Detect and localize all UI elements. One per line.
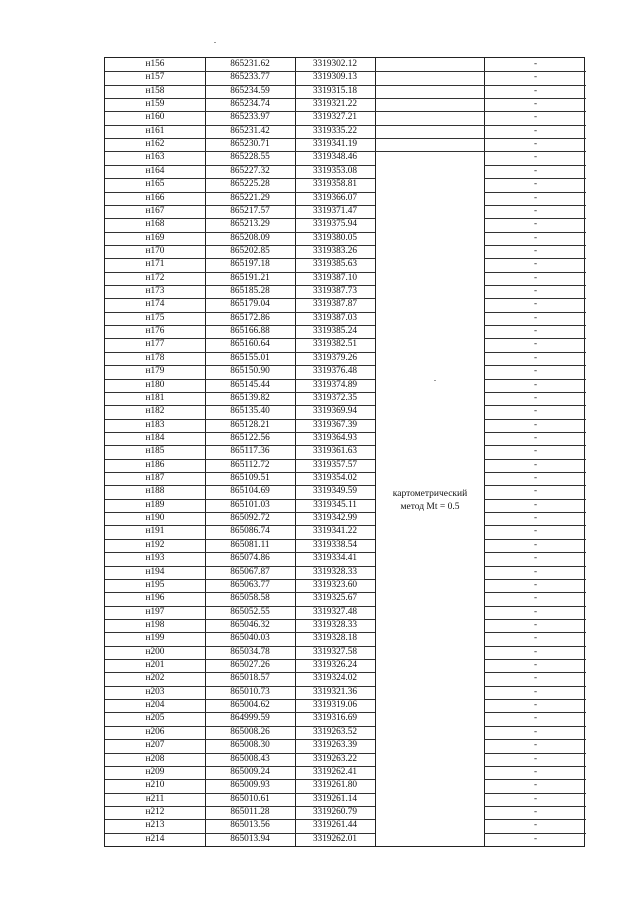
error-cell: - bbox=[533, 633, 538, 644]
x-coordinate-cell: 865234.74 bbox=[230, 99, 270, 110]
x-coordinate-cell: 865139.82 bbox=[230, 392, 270, 403]
error-cell: - bbox=[533, 432, 538, 443]
point-name-cell: н175 bbox=[145, 312, 165, 323]
point-name-cell: н169 bbox=[145, 232, 165, 243]
x-coordinate-cell: 865034.78 bbox=[230, 646, 270, 657]
error-cell: - bbox=[533, 579, 538, 590]
error-cell: - bbox=[533, 673, 538, 684]
error-cell: - bbox=[533, 219, 538, 230]
point-name-cell: н203 bbox=[145, 686, 165, 697]
error-cell: - bbox=[533, 566, 538, 577]
point-name-cell: н195 bbox=[145, 579, 165, 590]
x-coordinate-cell: 865117.36 bbox=[230, 446, 270, 457]
point-name-cell: н184 bbox=[145, 432, 165, 443]
x-coordinate-cell: 865040.03 bbox=[230, 633, 270, 644]
table-row bbox=[105, 699, 584, 712]
table-row bbox=[105, 686, 584, 699]
error-cell: - bbox=[533, 513, 538, 524]
point-name-cell: н200 bbox=[145, 646, 165, 657]
y-coordinate-cell: 3319341.19 bbox=[312, 139, 358, 150]
coordinates-table bbox=[104, 57, 585, 847]
table-row bbox=[105, 232, 584, 245]
error-cell: - bbox=[533, 806, 538, 817]
y-coordinate-cell: 3319349.59 bbox=[312, 486, 358, 497]
error-cell: - bbox=[533, 392, 538, 403]
point-name-cell: н171 bbox=[145, 259, 165, 270]
table-row bbox=[105, 432, 584, 445]
point-name-cell: н161 bbox=[145, 125, 165, 136]
x-coordinate-cell: 865135.40 bbox=[230, 406, 270, 417]
x-coordinate-cell: 865233.97 bbox=[230, 112, 270, 123]
error-cell: - bbox=[533, 339, 538, 350]
y-coordinate-cell: 3319319.06 bbox=[312, 700, 358, 711]
error-cell: - bbox=[533, 259, 538, 270]
y-coordinate-cell: 3319334.41 bbox=[312, 553, 358, 564]
error-cell: - bbox=[533, 780, 538, 791]
point-name-cell: н157 bbox=[145, 72, 165, 83]
y-coordinate-cell: 3319383.26 bbox=[312, 245, 358, 256]
x-coordinate-cell: 865104.69 bbox=[230, 486, 270, 497]
y-coordinate-cell: 3319261.44 bbox=[312, 820, 358, 831]
point-name-cell: н172 bbox=[145, 272, 165, 283]
point-name-cell: н204 bbox=[145, 700, 165, 711]
y-coordinate-cell: 3319385.24 bbox=[312, 326, 358, 337]
table-row bbox=[105, 472, 584, 485]
point-name-cell: н206 bbox=[145, 726, 165, 737]
error-cell: - bbox=[533, 459, 538, 470]
table-row bbox=[105, 726, 584, 739]
x-coordinate-cell: 865185.28 bbox=[230, 286, 270, 297]
table-row bbox=[105, 485, 584, 498]
x-coordinate-cell: 865166.88 bbox=[230, 326, 270, 337]
error-cell: - bbox=[533, 740, 538, 751]
point-name-cell: н179 bbox=[145, 366, 165, 377]
point-name-cell: н193 bbox=[145, 553, 165, 564]
y-coordinate-cell: 3319327.48 bbox=[312, 606, 358, 617]
table-row bbox=[105, 659, 584, 672]
table-row bbox=[105, 405, 584, 418]
table-row bbox=[105, 98, 584, 111]
table-row bbox=[105, 525, 584, 538]
y-coordinate-cell: 3319302.12 bbox=[312, 59, 358, 69]
table-row bbox=[105, 779, 584, 792]
table-row bbox=[105, 512, 584, 525]
table-row bbox=[105, 138, 584, 151]
y-coordinate-cell: 3319335.22 bbox=[312, 125, 358, 136]
point-name-cell: н212 bbox=[145, 806, 165, 817]
table-row bbox=[105, 592, 584, 605]
error-cell: - bbox=[533, 553, 538, 564]
x-coordinate-cell: 865109.51 bbox=[230, 473, 270, 484]
y-coordinate-cell: 3319357.57 bbox=[312, 459, 358, 470]
x-coordinate-cell: 865013.94 bbox=[230, 833, 270, 844]
error-cell: - bbox=[533, 419, 538, 430]
point-name-cell: н211 bbox=[145, 793, 165, 804]
error-cell: - bbox=[533, 700, 538, 711]
error-cell: - bbox=[533, 286, 538, 297]
x-coordinate-cell: 865010.73 bbox=[230, 686, 270, 697]
y-coordinate-cell: 3319260.79 bbox=[312, 806, 358, 817]
error-cell: - bbox=[533, 112, 538, 123]
point-name-cell: н156 bbox=[145, 59, 165, 69]
table-row bbox=[105, 566, 584, 579]
x-coordinate-cell: 865217.57 bbox=[230, 205, 270, 216]
error-cell: - bbox=[533, 125, 538, 136]
error-cell: - bbox=[533, 272, 538, 283]
table-row bbox=[105, 71, 584, 84]
y-coordinate-cell: 3319315.18 bbox=[312, 85, 358, 96]
error-cell: - bbox=[533, 192, 538, 203]
y-coordinate-cell: 3319358.81 bbox=[312, 179, 358, 190]
point-name-cell: н210 bbox=[145, 780, 165, 791]
table-row bbox=[105, 806, 584, 819]
point-name-cell: н177 bbox=[145, 339, 165, 350]
error-cell: - bbox=[533, 793, 538, 804]
table-row bbox=[105, 218, 584, 231]
x-coordinate-cell: 865074.86 bbox=[230, 553, 270, 564]
point-name-cell: н190 bbox=[145, 513, 165, 524]
table-row bbox=[105, 165, 584, 178]
point-name-cell: н199 bbox=[145, 633, 165, 644]
x-coordinate-cell: 865009.24 bbox=[230, 766, 270, 777]
x-coordinate-cell: 865052.55 bbox=[230, 606, 270, 617]
point-name-cell: н173 bbox=[145, 286, 165, 297]
y-coordinate-cell: 3319345.11 bbox=[313, 499, 357, 510]
x-coordinate-cell: 865018.57 bbox=[230, 673, 270, 684]
x-coordinate-cell: 864999.59 bbox=[230, 713, 270, 724]
table-row bbox=[105, 499, 584, 512]
point-name-cell: н189 bbox=[145, 499, 165, 510]
error-cell: - bbox=[533, 232, 538, 243]
y-coordinate-cell: 3319328.33 bbox=[312, 619, 358, 630]
point-name-cell: н164 bbox=[145, 165, 165, 176]
table-row bbox=[105, 379, 584, 392]
error-cell: - bbox=[533, 379, 538, 390]
x-coordinate-cell: 865202.85 bbox=[230, 245, 270, 256]
table-row bbox=[105, 419, 584, 432]
table-row bbox=[105, 205, 584, 218]
x-coordinate-cell: 865155.01 bbox=[230, 352, 270, 363]
x-coordinate-cell: 865233.77 bbox=[230, 72, 270, 83]
table-row bbox=[105, 272, 584, 285]
point-name-cell: н181 bbox=[145, 392, 165, 403]
table-row bbox=[105, 85, 584, 98]
error-cell: - bbox=[533, 205, 538, 216]
table-row bbox=[105, 606, 584, 619]
table-row bbox=[105, 285, 584, 298]
y-coordinate-cell: 3319387.87 bbox=[312, 299, 358, 310]
y-coordinate-cell: 3319353.08 bbox=[312, 165, 358, 176]
error-cell: - bbox=[533, 766, 538, 777]
table-row bbox=[105, 552, 584, 565]
y-coordinate-cell: 3319376.48 bbox=[312, 366, 358, 377]
x-coordinate-cell: 865010.61 bbox=[230, 793, 270, 804]
table-row bbox=[105, 739, 584, 752]
table-row bbox=[105, 672, 584, 685]
table-row bbox=[105, 766, 584, 779]
table-row bbox=[105, 192, 584, 205]
table-row bbox=[105, 312, 584, 325]
table-row bbox=[105, 712, 584, 725]
error-cell: - bbox=[533, 245, 538, 256]
table-row bbox=[105, 392, 584, 405]
method-line-2: метод Mt = 0.5 bbox=[400, 502, 460, 512]
x-coordinate-cell: 865058.58 bbox=[230, 593, 270, 604]
table-row bbox=[105, 445, 584, 458]
y-coordinate-cell: 3319263.22 bbox=[312, 753, 358, 764]
y-coordinate-cell: 3319309.13 bbox=[312, 72, 358, 83]
table-row bbox=[105, 258, 584, 271]
x-coordinate-cell: 865172.86 bbox=[230, 312, 270, 323]
x-coordinate-cell: 865234.59 bbox=[230, 85, 270, 96]
x-coordinate-cell: 865008.30 bbox=[230, 740, 270, 751]
y-coordinate-cell: 3319328.18 bbox=[312, 633, 358, 644]
error-cell: - bbox=[533, 59, 538, 69]
x-coordinate-cell: 865086.74 bbox=[230, 526, 270, 537]
point-name-cell: н209 bbox=[145, 766, 165, 777]
table-row bbox=[105, 459, 584, 472]
y-coordinate-cell: 3319262.41 bbox=[312, 766, 358, 777]
point-name-cell: н167 bbox=[145, 205, 165, 216]
x-coordinate-cell: 865208.09 bbox=[230, 232, 270, 243]
y-coordinate-cell: 3319324.02 bbox=[312, 673, 358, 684]
x-coordinate-cell: 865191.21 bbox=[230, 272, 270, 283]
point-name-cell: н208 bbox=[145, 753, 165, 764]
y-coordinate-cell: 3319382.51 bbox=[312, 339, 358, 350]
point-name-cell: н213 bbox=[145, 820, 165, 831]
x-coordinate-cell: 865008.43 bbox=[230, 753, 270, 764]
point-name-cell: н197 bbox=[145, 606, 165, 617]
error-cell: - bbox=[533, 165, 538, 176]
table-row bbox=[105, 178, 584, 191]
point-name-cell: н183 bbox=[145, 419, 165, 430]
y-coordinate-cell: 3319338.54 bbox=[312, 539, 358, 550]
error-cell: - bbox=[533, 820, 538, 831]
y-coordinate-cell: 3319327.21 bbox=[312, 112, 358, 123]
table-row bbox=[105, 245, 584, 258]
point-name-cell: н174 bbox=[145, 299, 165, 310]
table-row bbox=[105, 125, 584, 138]
x-coordinate-cell: 865027.26 bbox=[230, 660, 270, 671]
table-row bbox=[105, 619, 584, 632]
table-row bbox=[105, 338, 584, 351]
error-cell: - bbox=[533, 139, 538, 150]
table-row bbox=[105, 325, 584, 338]
y-coordinate-cell: 3319262.01 bbox=[312, 833, 358, 844]
y-coordinate-cell: 3319372.35 bbox=[312, 392, 358, 403]
error-cell: - bbox=[533, 606, 538, 617]
error-cell: - bbox=[533, 486, 538, 497]
table-row bbox=[105, 298, 584, 311]
y-coordinate-cell: 3319387.10 bbox=[312, 272, 358, 283]
point-name-cell: н191 bbox=[145, 526, 165, 537]
error-cell: - bbox=[533, 299, 538, 310]
error-cell: - bbox=[533, 499, 538, 510]
y-coordinate-cell: 3319263.52 bbox=[312, 726, 358, 737]
x-coordinate-cell: 865009.93 bbox=[230, 780, 270, 791]
y-coordinate-cell: 3319367.39 bbox=[312, 419, 358, 430]
x-coordinate-cell: 865225.28 bbox=[230, 179, 270, 190]
table-row bbox=[105, 793, 584, 806]
y-coordinate-cell: 3319354.02 bbox=[312, 473, 358, 484]
point-name-cell: н194 bbox=[145, 566, 165, 577]
error-cell: - bbox=[533, 539, 538, 550]
y-coordinate-cell: 3319374.89 bbox=[312, 379, 358, 390]
point-name-cell: н202 bbox=[145, 673, 165, 684]
error-cell: - bbox=[533, 660, 538, 671]
y-coordinate-cell: 3319375.94 bbox=[312, 219, 358, 230]
x-coordinate-cell: 865092.72 bbox=[230, 513, 270, 524]
point-name-cell: н192 bbox=[145, 539, 165, 550]
table-row bbox=[105, 833, 584, 846]
y-coordinate-cell: 3319321.36 bbox=[312, 686, 358, 697]
table-row bbox=[105, 819, 584, 832]
point-name-cell: н198 bbox=[145, 619, 165, 630]
error-cell: - bbox=[533, 593, 538, 604]
x-coordinate-cell: 865013.56 bbox=[230, 820, 270, 831]
y-coordinate-cell: 3319387.03 bbox=[312, 312, 358, 323]
point-name-cell: н170 bbox=[145, 245, 165, 256]
point-name-cell: н186 bbox=[145, 459, 165, 470]
y-coordinate-cell: 3319316.69 bbox=[312, 713, 358, 724]
table-row bbox=[105, 111, 584, 124]
y-coordinate-cell: 3319369.94 bbox=[312, 406, 358, 417]
point-name-cell: н185 bbox=[145, 446, 165, 457]
x-coordinate-cell: 865197.18 bbox=[230, 259, 270, 270]
y-coordinate-cell: 3319323.60 bbox=[312, 579, 358, 590]
table-row bbox=[105, 579, 584, 592]
point-name-cell: н168 bbox=[145, 219, 165, 230]
error-cell: - bbox=[533, 85, 538, 96]
error-cell: - bbox=[533, 326, 538, 337]
y-coordinate-cell: 3319341.22 bbox=[312, 526, 358, 537]
y-coordinate-cell: 3319387.73 bbox=[312, 286, 358, 297]
point-name-cell: н214 bbox=[145, 833, 165, 844]
y-coordinate-cell: 3319364.93 bbox=[312, 432, 358, 443]
x-coordinate-cell: 865128.21 bbox=[230, 419, 270, 430]
y-coordinate-cell: 3319348.46 bbox=[312, 152, 358, 163]
error-cell: - bbox=[533, 99, 538, 110]
point-name-cell: н207 bbox=[145, 740, 165, 751]
y-coordinate-cell: 3319326.24 bbox=[312, 660, 358, 671]
error-cell: - bbox=[533, 473, 538, 484]
y-coordinate-cell: 3319385.63 bbox=[312, 259, 358, 270]
x-coordinate-cell: 865228.55 bbox=[230, 152, 270, 163]
table-row bbox=[105, 753, 584, 766]
point-name-cell: н163 bbox=[145, 152, 165, 163]
y-coordinate-cell: 3319379.26 bbox=[312, 352, 358, 363]
y-coordinate-cell: 3319380.05 bbox=[312, 232, 358, 243]
error-cell: - bbox=[533, 446, 538, 457]
y-coordinate-cell: 3319342.99 bbox=[312, 513, 358, 524]
table-row bbox=[105, 352, 584, 365]
x-coordinate-cell: 865231.62 bbox=[230, 59, 270, 69]
point-name-cell: н182 bbox=[145, 406, 165, 417]
error-cell: - bbox=[533, 726, 538, 737]
point-name-cell: н159 bbox=[145, 99, 165, 110]
error-cell: - bbox=[533, 526, 538, 537]
point-name-cell: н196 bbox=[145, 593, 165, 604]
x-coordinate-cell: 865213.29 bbox=[230, 219, 270, 230]
error-cell: - bbox=[533, 686, 538, 697]
x-coordinate-cell: 865221.29 bbox=[230, 192, 270, 203]
point-name-cell: н187 bbox=[145, 473, 165, 484]
error-cell: - bbox=[533, 152, 538, 163]
point-name-cell: н165 bbox=[145, 179, 165, 190]
x-coordinate-cell: 865230.71 bbox=[230, 139, 270, 150]
point-name-cell: н160 bbox=[145, 112, 165, 123]
table-row bbox=[105, 365, 584, 378]
x-coordinate-cell: 865081.11 bbox=[230, 539, 270, 550]
x-coordinate-cell: 865101.03 bbox=[230, 499, 270, 510]
x-coordinate-cell: 865150.90 bbox=[230, 366, 270, 377]
x-coordinate-cell: 865046.32 bbox=[230, 619, 270, 630]
error-cell: - bbox=[533, 179, 538, 190]
x-coordinate-cell: 865063.77 bbox=[230, 579, 270, 590]
point-name-cell: н201 bbox=[145, 660, 165, 671]
point-name-cell: н180 bbox=[145, 379, 165, 390]
x-coordinate-cell: 865112.72 bbox=[230, 459, 270, 470]
error-cell: - bbox=[533, 833, 538, 844]
point-name-cell: н166 bbox=[145, 192, 165, 203]
point-name-cell: н176 bbox=[145, 326, 165, 337]
table-row bbox=[105, 539, 584, 552]
x-coordinate-cell: 865145.44 bbox=[230, 379, 270, 390]
error-cell: - bbox=[533, 619, 538, 630]
table-row bbox=[105, 632, 584, 645]
y-coordinate-cell: 3319263.39 bbox=[312, 740, 358, 751]
x-coordinate-cell: 865008.26 bbox=[230, 726, 270, 737]
point-name-cell: н162 bbox=[145, 139, 165, 150]
error-cell: - bbox=[533, 713, 538, 724]
y-coordinate-cell: 3319261.14 bbox=[312, 793, 358, 804]
error-cell: - bbox=[533, 72, 538, 83]
error-cell: - bbox=[533, 312, 538, 323]
x-coordinate-cell: 865122.56 bbox=[230, 432, 270, 443]
scan-speck bbox=[214, 42, 216, 43]
x-coordinate-cell: 865227.32 bbox=[230, 165, 270, 176]
y-coordinate-cell: 3319328.33 bbox=[312, 566, 358, 577]
point-name-cell: н178 bbox=[145, 352, 165, 363]
table-row bbox=[105, 151, 584, 164]
x-coordinate-cell: 865231.42 bbox=[230, 125, 270, 136]
table-row bbox=[105, 646, 584, 659]
x-coordinate-cell: 865067.87 bbox=[230, 566, 270, 577]
y-coordinate-cell: 3319361.63 bbox=[312, 446, 358, 457]
error-cell: - bbox=[533, 753, 538, 764]
table-row bbox=[105, 58, 584, 71]
point-name-cell: н158 bbox=[145, 85, 165, 96]
y-coordinate-cell: 3319371.47 bbox=[312, 205, 358, 216]
method-line-1: картометрический bbox=[392, 489, 468, 499]
y-coordinate-cell: 3319321.22 bbox=[312, 99, 358, 110]
x-coordinate-cell: 865160.64 bbox=[230, 339, 270, 350]
y-coordinate-cell: 3319327.58 bbox=[312, 646, 358, 657]
y-coordinate-cell: 3319261.80 bbox=[312, 780, 358, 791]
error-cell: - bbox=[533, 406, 538, 417]
error-cell: - bbox=[533, 352, 538, 363]
point-name-cell: н188 bbox=[145, 486, 165, 497]
y-coordinate-cell: 3319325.67 bbox=[312, 593, 358, 604]
y-coordinate-cell: 3319366.07 bbox=[312, 192, 358, 203]
error-cell: - bbox=[533, 646, 538, 657]
error-cell: - bbox=[533, 366, 538, 377]
x-coordinate-cell: 865004.62 bbox=[230, 700, 270, 711]
x-coordinate-cell: 865011.28 bbox=[230, 806, 270, 817]
point-name-cell: н205 bbox=[145, 713, 165, 724]
x-coordinate-cell: 865179.04 bbox=[230, 299, 270, 310]
